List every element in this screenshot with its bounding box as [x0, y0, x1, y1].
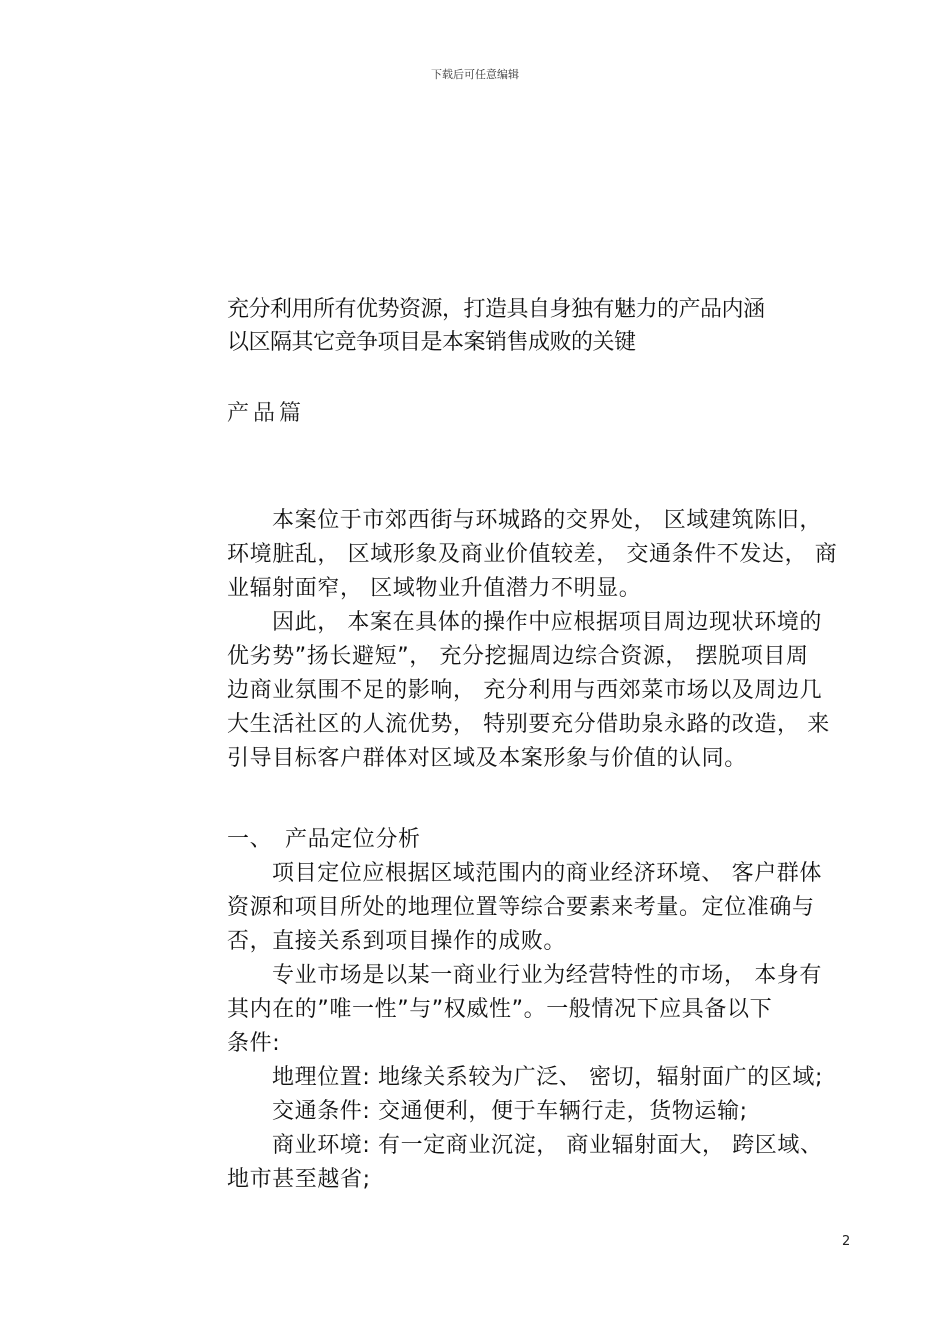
section-title: 产品定位分析: [285, 827, 421, 852]
section-heading: [227, 823, 853, 857]
intro-line-2: 以区隔其它竞争项目是本案销售成败的关键: [227, 330, 636, 355]
text-line: 地市甚至越省;: [227, 1167, 371, 1192]
text-line: 大生活社区的人流优势， 特别要充分借助泉永路的改造， 来: [227, 712, 830, 737]
text-line: 本案位于市郊西街与环城路的交界处， 区域建筑陈旧，: [272, 508, 822, 533]
section-product-positioning: [227, 823, 853, 1197]
paragraph-block-overview: [227, 504, 853, 776]
text-line: 商业环境: 有一定商业沉淀， 商业辐射面大， 跨区域、: [272, 1133, 823, 1158]
text-line: 专业市场是以某一商业行业为经营特性的市场， 本身有: [272, 963, 822, 988]
text-line: 其内在的”唯一性”与”权威性”。一般情况下应具备以下: [227, 997, 773, 1022]
section-number: 一、: [227, 827, 273, 852]
text-line: 地理位置: 地缘关系较为广泛、 密切，辐射面广的区域;: [272, 1065, 824, 1090]
text-line: 条件:: [227, 1031, 281, 1056]
text-line: 项目定位应根据区域范围内的商业经济环境、 客户群体: [272, 861, 822, 886]
intro-line-1: 充分利用所有优势资源，打造具自身独有魅力的产品内涵: [227, 297, 765, 322]
text-line: 环境脏乱， 区域形象及商业价值较差， 交通条件不发达， 商: [227, 542, 838, 567]
text-line: 资源和项目所处的地理位置等综合要素来考量。定位准确与: [227, 895, 815, 920]
text-line: 否，直接关系到项目操作的成败。: [227, 929, 567, 954]
text-line: 业辐射面窄， 区域物业升值潜力不明显。: [227, 576, 642, 601]
text-line: 因此， 本案在具体的操作中应根据项目周边现状环境的: [272, 610, 822, 635]
page-header-note: 下载后可任意编辑: [431, 68, 519, 81]
intro-statement: [227, 293, 867, 359]
text-line: 边商业氛围不足的影响， 充分利用与西郊菜市场以及周边几: [227, 678, 823, 703]
section-label-product: 产品篇: [227, 401, 306, 426]
text-line: 交通条件: 交通便利，便于车辆行走，货物运输;: [272, 1099, 748, 1124]
text-line: 优劣势”扬长避短”， 充分挖掘周边综合资源， 摆脱项目周: [227, 644, 809, 669]
text-line: 引导目标客户群体对区域及本案形象与价值的认同。: [227, 746, 747, 771]
page-number: 2: [842, 1234, 851, 1249]
